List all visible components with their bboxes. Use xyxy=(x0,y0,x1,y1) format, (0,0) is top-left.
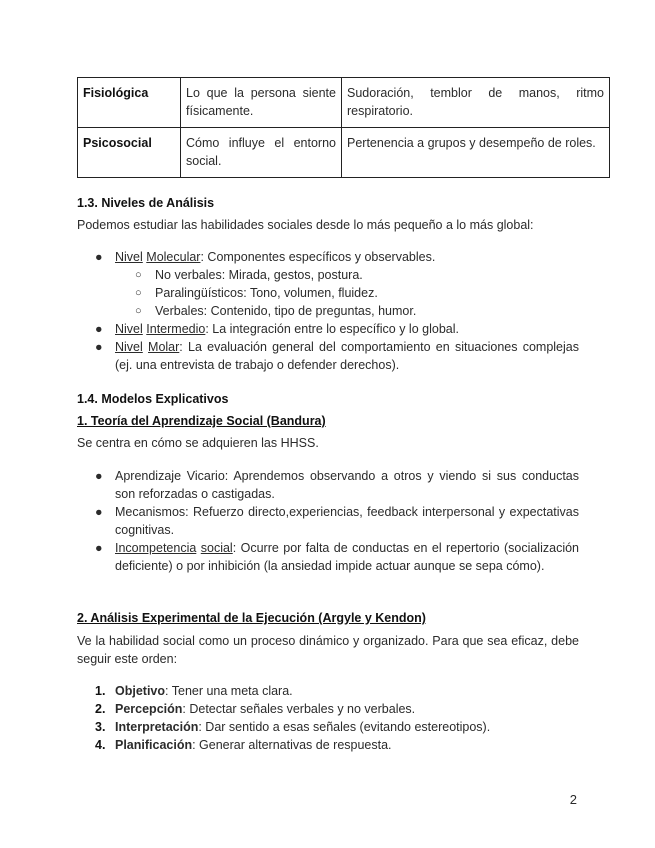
bullet-icon: ● xyxy=(95,322,103,336)
sub-bullet-icon: ○ xyxy=(135,305,142,317)
bullet-icon: ● xyxy=(95,469,103,483)
level-text: : La evaluación general del comportamiento en situaciones complejas (ej. una entrevista de trabajo o defender derechos). xyxy=(115,340,579,372)
table-row xyxy=(78,128,610,178)
list-item: ● Mecanismos: Refuerzo directo,experiencias, feedback interpersonal y expectativas cognitivas. xyxy=(95,505,579,537)
list-item xyxy=(77,338,579,374)
bullet-icon: ● xyxy=(95,340,103,354)
bullet-icon: ● xyxy=(95,505,103,519)
section-intro-1-3: Podemos estudiar las habilidades sociales desde lo más pequeño a lo más global: xyxy=(77,218,534,232)
section-heading-1-4: 1.4. Modelos Explicativos xyxy=(77,392,229,406)
model-1-intro: Se centra en cómo se adquieren las HHSS. xyxy=(77,436,319,450)
physiological-psychosocial-table xyxy=(77,77,610,178)
bullet-icon: ● xyxy=(95,541,103,555)
table-cell-term: Fisiológica xyxy=(78,78,181,128)
sub-bullet-icon: ○ xyxy=(135,269,142,281)
level-name: Intermedio xyxy=(146,322,206,336)
list-item: ● Incompetencia social: Ocurre por falta de conductas en el repertorio (socialización deficiente) o por inhibición (la ansiedad impide actuar aunque se sepa cómo). xyxy=(95,541,579,573)
levels-list xyxy=(77,248,579,374)
list-item: ○ Paralingüísticos: Tono, volumen, fluidez. xyxy=(135,286,378,300)
list-item: 2. Percepción: Detectar señales verbales y no verbales. xyxy=(95,702,416,716)
table-cell-term: Psicosocial xyxy=(78,128,181,178)
list-item: ● Aprendizaje Vicario: Aprendemos observando a otros y viendo si sus conductas son reforzadas o castigadas. xyxy=(95,469,579,501)
list-item: 1. Objetivo: Tener una meta clara. xyxy=(95,684,293,698)
list-item: ○ No verbales: Mirada, gestos, postura. xyxy=(135,268,363,282)
level-name: Molecular xyxy=(146,250,201,264)
list-item: 3. Interpretación: Dar sentido a esas señales (evitando estereotipos). xyxy=(95,720,491,734)
table-cell-description: Cómo influye el entorno social. xyxy=(181,128,342,178)
level-label: Nivel xyxy=(115,340,143,354)
level-text: : Componentes específicos y observables. xyxy=(200,250,436,264)
model-2-intro: Ve la habilidad social como un proceso dinámico y organizado. Para que sea eficaz, debe seguir este orden: xyxy=(77,634,579,666)
table-cell-example: Pertenencia a grupos y desempeño de roles. xyxy=(342,128,610,178)
list-item: 4. Planificación: Generar alternativas de respuesta. xyxy=(95,738,392,752)
bullet-icon: ● xyxy=(95,250,103,264)
level-label: Nivel xyxy=(115,250,143,264)
model-2-title: 2. Análisis Experimental de la Ejecución (Argyle y Kendon) xyxy=(77,611,426,625)
level-label: Nivel xyxy=(115,322,143,336)
table-cell-example: Sudoración, temblor de manos, ritmo respiratorio. xyxy=(342,78,610,128)
list-item xyxy=(77,320,579,338)
level-text: : La integración entre lo específico y lo global. xyxy=(205,322,459,336)
steps-list xyxy=(77,682,579,754)
section-heading-1-3: 1.3. Niveles de Análisis xyxy=(77,196,215,210)
sub-bullet-icon: ○ xyxy=(135,287,142,299)
page-number: 2 xyxy=(569,792,577,807)
model-1-title: 1. Teoría del Aprendizaje Social (Bandura) xyxy=(77,414,326,428)
list-item xyxy=(77,248,579,320)
level-name: Molar xyxy=(148,340,180,354)
table-row xyxy=(78,78,610,128)
table-cell-description: Lo que la persona siente físicamente. xyxy=(181,78,342,128)
bandura-list xyxy=(77,467,579,575)
list-item: ○ Verbales: Contenido, tipo de preguntas, humor. xyxy=(135,304,417,318)
